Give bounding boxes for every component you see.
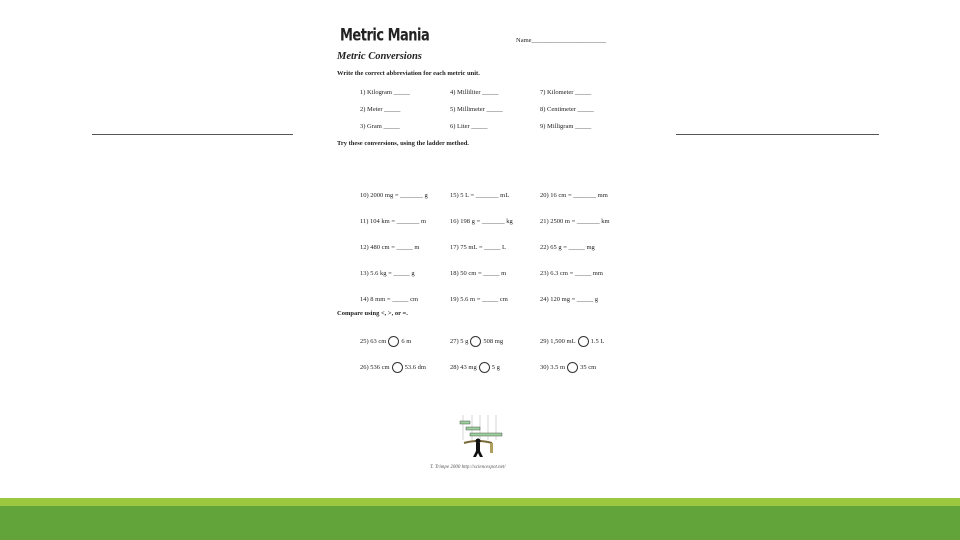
worksheet-item: 2) Meter _____ bbox=[360, 106, 401, 113]
worksheet-item: 17) 75 mL = _____ L bbox=[450, 244, 506, 251]
compare-left: 27) 5 g bbox=[450, 337, 469, 345]
compare-right: 53.6 dm bbox=[404, 363, 426, 371]
worksheet-item bbox=[450, 336, 503, 347]
compare-circle bbox=[567, 362, 578, 373]
section1-heading: Write the correct abbreviation for each metric unit. bbox=[337, 70, 480, 77]
worksheet-subtitle: Metric Conversions bbox=[337, 51, 422, 62]
worksheet-title: Metric Mania bbox=[340, 26, 430, 46]
worksheet-item bbox=[540, 362, 596, 373]
worksheet-item: 12) 480 cm = _____ m bbox=[360, 244, 420, 251]
section2-heading: Try these conversions, using the ladder method. bbox=[337, 140, 469, 147]
footer-accent-dark bbox=[0, 506, 960, 540]
worksheet-item: 6) Liter _____ bbox=[450, 123, 488, 130]
compare-left: 30) 3.5 m bbox=[540, 363, 566, 371]
worksheet-item: 19) 5.6 m = _____ cm bbox=[450, 296, 508, 303]
compare-right: 6 m bbox=[401, 337, 412, 345]
footer-accent-light bbox=[0, 498, 960, 506]
worksheet-image bbox=[330, 20, 630, 480]
worksheet-item: 4) Milliliter _____ bbox=[450, 89, 499, 96]
worksheet-item: 21) 2500 m = _______ km bbox=[540, 218, 610, 225]
compare-circle bbox=[479, 362, 490, 373]
name-field: Name_______________________ bbox=[516, 37, 607, 44]
compare-right: 35 cm bbox=[580, 363, 597, 371]
compare-circle bbox=[578, 336, 589, 347]
worksheet-item: 13) 5.6 kg = _____ g bbox=[360, 270, 415, 277]
worksheet-item bbox=[450, 362, 500, 373]
worksheet-item: 16) 198 g = _______ kg bbox=[450, 218, 513, 225]
worksheet-item: 18) 50 cm = _____ m bbox=[450, 270, 507, 277]
compare-right: 508 mg bbox=[483, 337, 504, 345]
worksheet-item: 5) Millimeter _____ bbox=[450, 106, 503, 113]
worksheet-item: 9) Milligram _____ bbox=[540, 123, 592, 130]
worksheet-item: 14) 8 mm = _____ cm bbox=[360, 296, 419, 303]
compare-left: 28) 43 mg bbox=[450, 363, 477, 371]
compare-left: 26) 536 cm bbox=[360, 363, 390, 371]
compare-left: 29) 1,500 mL bbox=[540, 337, 576, 345]
credit-caption: T. Trimpe 2000 http://sciencespot.net/ bbox=[430, 465, 506, 470]
worksheet-item bbox=[360, 336, 411, 347]
worksheet-item: 1) Kilogram _____ bbox=[360, 89, 410, 96]
worksheet-item: 20) 16 cm = _______ mm bbox=[540, 192, 608, 199]
compare-right: 5 g bbox=[491, 363, 500, 371]
section3-heading: Compare using <, >, or =. bbox=[337, 310, 408, 317]
worksheet-item: 15) 5 L = _______ mL bbox=[450, 192, 510, 199]
worksheet-item: 22) 65 g = _____ mg bbox=[540, 244, 595, 251]
compare-left: 25) 63 cm bbox=[360, 337, 387, 345]
divider-right bbox=[676, 134, 879, 135]
worksheet-item: 10) 2000 mg = _______ g bbox=[360, 192, 428, 199]
worksheet-item: 8) Centimeter _____ bbox=[540, 106, 594, 113]
worksheet-item: 3) Gram _____ bbox=[360, 123, 400, 130]
worksheet-item: 23) 6.3 cm = _____ mm bbox=[540, 270, 603, 277]
compare-right: 1.5 L bbox=[590, 337, 605, 345]
compare-circle bbox=[392, 362, 403, 373]
compare-circle bbox=[470, 336, 481, 347]
worksheet-item: 24) 120 mg = _____ g bbox=[540, 296, 599, 303]
compare-circle bbox=[388, 336, 399, 347]
divider-left bbox=[92, 134, 293, 135]
ladder-illustration bbox=[458, 415, 508, 465]
worksheet-item bbox=[360, 362, 426, 373]
worksheet-item bbox=[540, 336, 604, 347]
worksheet-item: 11) 104 km = _______ m bbox=[360, 218, 427, 225]
worksheet-item: 7) Kilometer _____ bbox=[540, 89, 592, 96]
